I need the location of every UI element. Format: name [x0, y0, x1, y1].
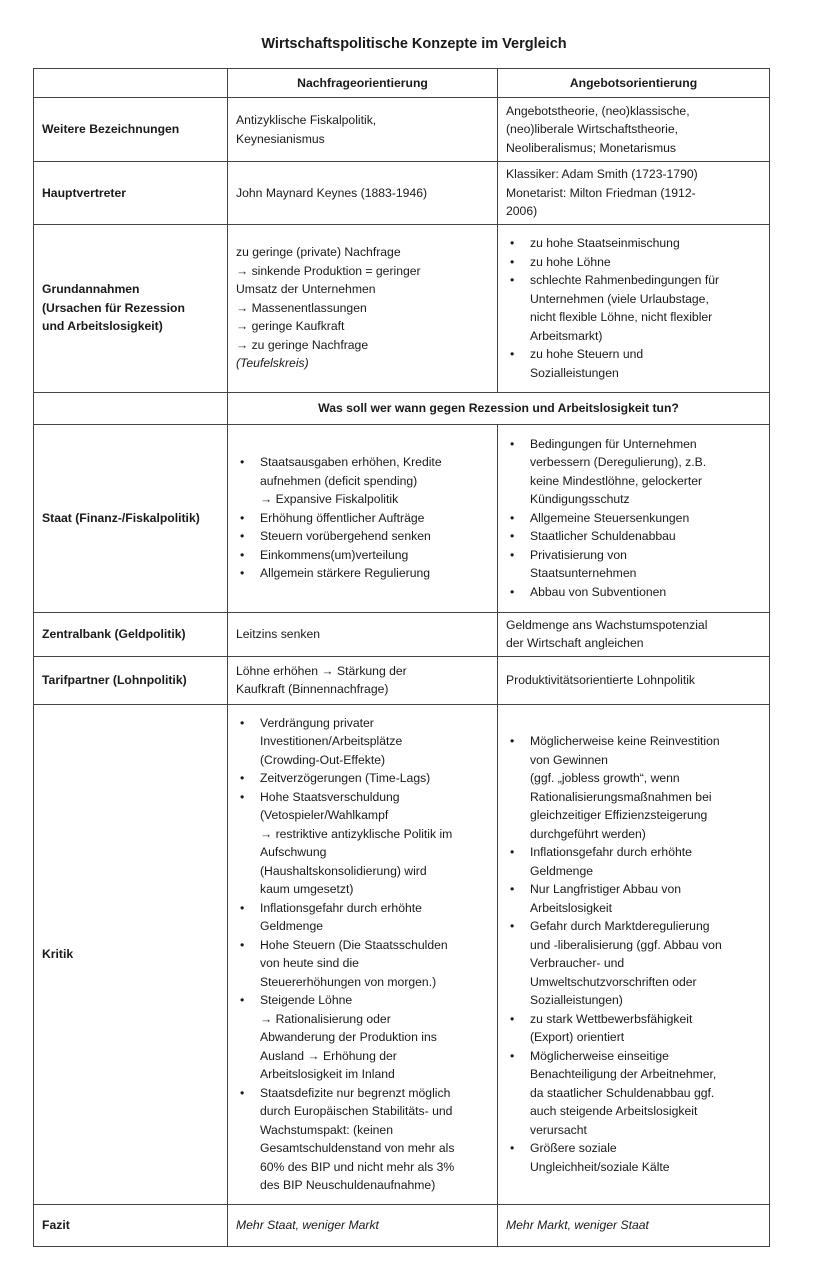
row-label: Kritik — [34, 704, 228, 1204]
text-line: → restriktive antizyklische Politik im — [260, 826, 453, 841]
text-line: → Expansive Fiskalpolitik — [260, 492, 399, 507]
list-item — [530, 1047, 761, 1140]
row-hauptvertreter — [34, 162, 770, 225]
list-item — [260, 564, 489, 583]
cell-angebot — [498, 224, 770, 392]
text-line: • Steuern vorübergehend senken — [260, 529, 431, 544]
cell-angebot — [498, 424, 770, 612]
text-line: Unternehmen (viele Urlaubstage, — [530, 291, 709, 306]
list-item — [530, 546, 761, 583]
text-line: Arbeitsmarkt) — [530, 328, 603, 343]
row-label: Fazit — [34, 1204, 228, 1246]
text-line: • Gefahr durch Marktderegulierung — [530, 919, 710, 933]
text-line: • Privatisierung von — [530, 547, 627, 562]
text-line: • Erhöhung öffentlicher Aufträge — [260, 510, 425, 525]
list-item — [530, 509, 761, 528]
text-line: • zu hohe Staatseinmischung — [530, 236, 680, 250]
cell-angebot — [498, 162, 770, 225]
header-empty — [34, 69, 228, 98]
text-line: Aufschwung — [260, 845, 327, 859]
section-heading: Was soll wer wann gegen Rezession und Arbeitslosigkeit tun? — [228, 392, 770, 424]
text-line: Grundannahmen — [42, 282, 140, 297]
text-line: aufnehmen (deficit spending) — [260, 473, 418, 488]
text-line: verbessern (Deregulierung), z.B. — [530, 455, 707, 470]
text-line: von Gewinnen — [530, 752, 608, 767]
text-line: Gesamtschuldenstand von mehr als — [260, 1141, 455, 1155]
text-line: durchgeführt werden) — [530, 826, 646, 841]
text-line: • Staatsdefizite nur begrenzt möglich — [260, 1085, 451, 1100]
cell-nachfrage — [228, 224, 498, 392]
text-line: Sozialleistungen — [530, 365, 619, 380]
text-line: auch steigende Arbeitslosigkeit — [530, 1104, 698, 1118]
text-line: des BIP Neuschuldenaufnahme) — [260, 1178, 436, 1192]
text-line: Arbeitslosigkeit im Inland — [260, 1067, 395, 1081]
list-item — [530, 234, 761, 253]
header-angebot: Angebotsorientierung — [498, 69, 770, 98]
text-line: • zu hohe Steuern und — [530, 347, 644, 361]
text-line: Kaufkraft (Binnennachfrage) — [236, 682, 389, 696]
text-line: von heute sind die — [260, 956, 359, 970]
bullet-list — [506, 435, 761, 602]
list-item — [260, 509, 489, 528]
row-section-heading — [34, 392, 770, 424]
text-line: • Inflationsgefahr durch erhöhte — [260, 900, 422, 915]
text-line: Umsatz der Unternehmen — [236, 282, 376, 297]
text-line: Staatsunternehmen — [530, 566, 637, 581]
cell-angebot — [498, 98, 770, 162]
text-line: • Inflationsgefahr durch erhöhte — [530, 845, 692, 859]
text-line: Ungleichheit/soziale Kälte — [530, 1159, 670, 1174]
text-line: • Möglicherweise einseitige — [530, 1048, 669, 1063]
text-line: da staatlicher Schuldenabbau ggf. — [530, 1085, 715, 1100]
text-line: → zu geringe Nachfrage — [236, 337, 369, 352]
text-line: zu geringe (private) Nachfrage — [236, 245, 401, 260]
list-item — [530, 527, 761, 546]
list-item — [260, 1084, 489, 1195]
row-fazit — [34, 1204, 770, 1246]
row-staat — [34, 424, 770, 612]
text-line: • Allgemeine Steuersenkungen — [530, 510, 690, 525]
text-line: • Größere soziale — [530, 1141, 617, 1155]
bullet-list — [506, 732, 761, 1176]
cell-nachfrage — [228, 424, 498, 612]
text-line: • Einkommens(um)verteilung — [260, 547, 409, 562]
text-line: → Rationalisierung oder — [260, 1011, 391, 1026]
text-line: Steuererhöhungen von morgen.) — [260, 974, 437, 989]
bullet-list — [236, 453, 489, 583]
list-item — [260, 453, 489, 509]
row-tarifpartner — [34, 656, 770, 704]
list-item — [260, 788, 489, 899]
text-line: • Steigende Löhne — [260, 993, 353, 1007]
list-item — [530, 880, 761, 917]
list-item — [530, 583, 761, 602]
list-item — [260, 899, 489, 936]
text-line: • Staatsausgaben erhöhen, Kredite — [260, 455, 442, 470]
cell-nachfrage — [228, 704, 498, 1204]
list-item — [260, 991, 489, 1084]
text-line: • Zeitverzögerungen (Time-Lags) — [260, 771, 431, 785]
text-line: • Allgemein stärkere Regulierung — [260, 566, 431, 581]
text-line: • Bedingungen für Unternehmen — [530, 436, 697, 451]
cell-angebot — [498, 612, 770, 656]
text-line: 2006) — [506, 204, 538, 218]
text-line: (ggf. „jobless growth“, wenn — [530, 771, 680, 785]
text-line: Sozialleistungen) — [530, 993, 623, 1007]
text-line: (neo)liberale Wirtschaftstheorie, — [506, 122, 679, 137]
text-line: → Massenentlassungen — [236, 300, 367, 315]
text-line: der Wirtschaft angleichen — [506, 636, 644, 650]
cell-nachfrage — [228, 656, 498, 704]
text-line: Abwanderung der Produktion ins — [260, 1030, 437, 1044]
text-line: nicht flexible Löhne, nicht flexibler — [530, 310, 713, 324]
text-line: Geldmenge ans Wachstumspotenzial — [506, 617, 708, 632]
row-bezeichnungen — [34, 98, 770, 162]
text-line: Verbraucher- und — [530, 956, 625, 970]
list-item — [530, 345, 761, 382]
text-line: • Hohe Steuern (Die Staatsschulden — [260, 937, 448, 952]
cell-nachfrage: Mehr Staat, weniger Markt — [228, 1204, 498, 1246]
header-row — [34, 69, 770, 98]
list-item — [260, 546, 489, 565]
text-line: • Staatlicher Schuldenabbau — [530, 529, 676, 544]
text-line: → sinkende Produktion = geringer — [236, 263, 421, 278]
text-line: Löhne erhöhen → Stärkung der — [236, 663, 407, 678]
section-empty — [34, 392, 228, 424]
text-line: Klassiker: Adam Smith (1723-1790) — [506, 167, 698, 181]
text-line: und Arbeitslosigkeit) — [42, 319, 163, 334]
row-kritik — [34, 704, 770, 1204]
teufelskreis-note: (Teufelskreis) — [236, 356, 309, 371]
cell-angebot: Mehr Markt, weniger Staat — [498, 1204, 770, 1246]
text-line: • schlechte Rahmenbedingungen für — [530, 273, 720, 287]
text-line: Benachteiligung der Arbeitnehmer, — [530, 1067, 717, 1081]
row-label: Zentralbank (Geldpolitik) — [34, 612, 228, 656]
text-line: Investitionen/Arbeitsplätze — [260, 734, 403, 748]
text-line: (Crowding-Out-Effekte) — [260, 752, 386, 767]
text-line: → geringe Kaufkraft — [236, 319, 345, 334]
text-line: (Haushaltskonsolidierung) wird — [260, 863, 427, 878]
list-item — [530, 843, 761, 880]
cell-nachfrage: John Maynard Keynes (1883-1946) — [228, 162, 498, 225]
bullet-list — [506, 234, 761, 382]
list-item — [260, 527, 489, 546]
text-line: Rationalisierungsmaßnahmen bei — [530, 789, 712, 804]
text-line: kaum umgesetzt) — [260, 882, 354, 896]
comparison-table — [33, 68, 770, 1247]
text-line: • Hohe Staatsverschuldung — [260, 789, 400, 804]
row-grundannahmen — [34, 224, 770, 392]
text-line: 60% des BIP und nicht mehr als 3% — [260, 1159, 455, 1174]
cell-nachfrage: Leitzins senken — [228, 612, 498, 656]
text-line: Monetarist: Milton Friedman (1912- — [506, 185, 696, 200]
list-item — [530, 253, 761, 272]
page-title: Wirtschaftspolitische Konzepte im Vergleich — [261, 36, 567, 52]
list-item — [260, 714, 489, 770]
list-item — [530, 732, 761, 843]
text-line: • Abbau von Subventionen — [530, 584, 667, 599]
text-line: • zu hohe Löhne — [530, 254, 611, 269]
text-line: Angebotstheorie, (neo)klassische, — [506, 103, 690, 118]
text-line: (Vetospieler/Wahlkampf — [260, 808, 389, 822]
cell-angebot: Produktivitätsorientierte Lohnpolitik — [498, 656, 770, 704]
cell-angebot — [498, 704, 770, 1204]
row-label — [34, 224, 228, 392]
text-line: (Ursachen für Rezession — [42, 300, 185, 315]
row-label: Staat (Finanz-/Fiskalpolitik) — [34, 424, 228, 612]
text-line: durch Europäischen Stabilitäts- und — [260, 1104, 453, 1118]
text-line: Keynesianismus — [236, 131, 325, 146]
list-item — [530, 1010, 761, 1047]
text-line: Kündigungsschutz — [530, 492, 630, 507]
text-line: Geldmenge — [260, 919, 324, 933]
list-item — [530, 1139, 761, 1176]
text-line: verursacht — [530, 1122, 587, 1137]
text-line: Geldmenge — [530, 863, 594, 878]
list-item — [530, 917, 761, 1010]
row-label: Tarifpartner (Lohnpolitik) — [34, 656, 228, 704]
row-label: Weitere Bezeichnungen — [34, 98, 228, 162]
text-line: • zu stark Wettbewerbsfähigkeit — [530, 1011, 693, 1026]
text-line: gleichzeitiger Effizienzsteigerung — [530, 808, 708, 822]
list-item — [530, 271, 761, 345]
text-line: Umweltschutzvorschriften oder — [530, 974, 697, 989]
cell-nachfrage — [228, 98, 498, 162]
list-item — [530, 435, 761, 509]
row-label: Hauptvertreter — [34, 162, 228, 225]
list-item — [260, 769, 489, 788]
bullet-list — [236, 714, 489, 1195]
text-line: Antizyklische Fiskalpolitik, — [236, 113, 377, 127]
text-line: Arbeitslosigkeit — [530, 900, 612, 915]
text-line: • Nur Langfristiger Abbau von — [530, 882, 682, 896]
list-item — [260, 936, 489, 992]
text-line: • Möglicherweise keine Reinvestition — [530, 734, 720, 748]
text-line: Neoliberalismus; Monetarismus — [506, 140, 677, 155]
text-line: (Export) orientiert — [530, 1030, 625, 1044]
text-line: Ausland → Erhöhung der — [260, 1048, 397, 1063]
text-line: • Verdrängung privater — [260, 715, 374, 730]
row-zentralbank — [34, 612, 770, 656]
text-line: Wachstumspakt: (keinen — [260, 1122, 393, 1137]
text-line: und -liberalisierung (ggf. Abbau von — [530, 937, 722, 952]
text-line: keine Mindestlöhne, gelockerter — [530, 473, 703, 488]
header-nachfrage: Nachfrageorientierung — [228, 69, 498, 98]
nachfrage-lines — [236, 243, 489, 354]
